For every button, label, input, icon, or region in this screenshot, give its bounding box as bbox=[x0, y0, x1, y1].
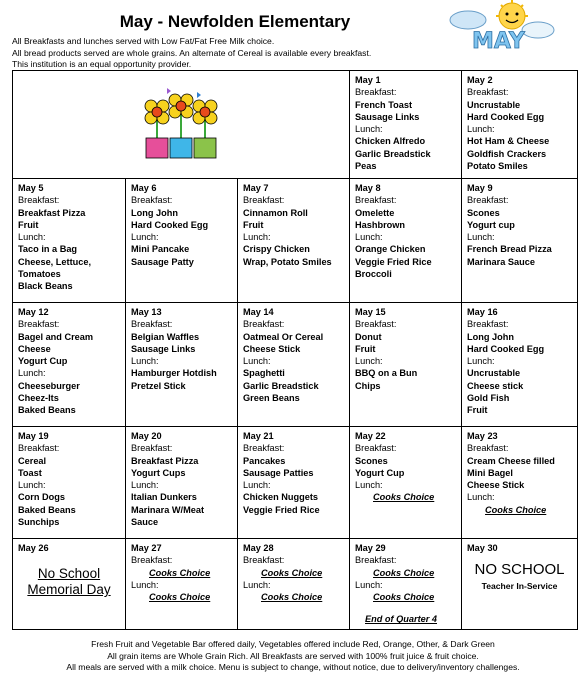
menu-item: Hot Ham & Cheese bbox=[467, 136, 550, 147]
menu-item: Wrap, Potato Smiles bbox=[243, 256, 332, 267]
menu-item: Cheeseburger bbox=[18, 380, 80, 391]
menu-item: Scones bbox=[467, 207, 500, 218]
may-sun-logo bbox=[440, 0, 560, 56]
menu-item: Oatmeal Or Cereal bbox=[243, 331, 324, 342]
holiday-note: No School Memorial Day bbox=[27, 566, 111, 598]
day-date: May 7 bbox=[243, 183, 269, 193]
cooks-choice: Cooks Choice bbox=[149, 592, 211, 603]
lunch-label: Lunch: bbox=[467, 124, 495, 135]
menu-item: Baked Beans bbox=[18, 504, 76, 515]
menu-item: Cheez-Its bbox=[18, 393, 59, 404]
day-cell-may-7 bbox=[238, 179, 350, 303]
day-cell-may-13 bbox=[126, 303, 238, 427]
menu-item: Scones bbox=[355, 455, 388, 466]
day-date: May 19 bbox=[18, 431, 49, 441]
day-date: May 30 bbox=[467, 543, 498, 553]
menu-item: BBQ on a Bun bbox=[355, 368, 418, 379]
menu-item: Mini Pancake bbox=[131, 244, 190, 255]
menu-item: Sausage Links bbox=[355, 111, 420, 122]
day-date: May 26 bbox=[18, 543, 49, 553]
menu-item: Cheese bbox=[18, 343, 51, 354]
day-cell-may-1 bbox=[350, 71, 462, 179]
day-date: May 14 bbox=[243, 307, 274, 317]
breakfast-label: Breakfast: bbox=[467, 319, 509, 330]
menu-item: Chicken Alfredo bbox=[355, 136, 426, 147]
day-date: May 13 bbox=[131, 307, 162, 317]
day-date: May 6 bbox=[131, 183, 157, 193]
menu-item: Fruit bbox=[243, 219, 264, 230]
lunch-label: Lunch: bbox=[18, 232, 46, 243]
day-cell-may-22 bbox=[350, 427, 462, 539]
flower-illustration-cell bbox=[13, 71, 350, 179]
breakfast-label: Breakfast: bbox=[355, 319, 397, 330]
day-date: May 2 bbox=[467, 75, 493, 85]
breakfast-label: Breakfast: bbox=[355, 195, 397, 206]
day-date: May 1 bbox=[355, 75, 381, 85]
menu-item: Baked Beans bbox=[18, 405, 76, 416]
day-date: May 9 bbox=[467, 183, 493, 193]
lunch-label: Lunch: bbox=[355, 356, 383, 367]
day-cell-may-21 bbox=[238, 427, 350, 539]
no-school-note: NO SCHOOL bbox=[474, 561, 565, 579]
menu-item: Belgian Waffles bbox=[131, 331, 200, 342]
menu-item: Pancakes bbox=[243, 455, 286, 466]
cooks-choice: Cooks Choice bbox=[373, 592, 435, 603]
breakfast-label: Breakfast: bbox=[355, 87, 397, 98]
day-cell-may-15 bbox=[350, 303, 462, 427]
menu-item: Garlic Breadstick bbox=[243, 380, 319, 391]
lunch-label: Lunch: bbox=[243, 232, 271, 243]
note-line: All Breakfasts and lunches served with Low Fat/Fat Free Milk choice. bbox=[12, 36, 275, 46]
note-line: All bread products served are whole grains. An alternate of Cereal is available every breakfast. bbox=[12, 47, 372, 58]
breakfast-label: Breakfast: bbox=[243, 195, 285, 206]
day-cell-may-9 bbox=[462, 179, 578, 303]
lunch-label: Lunch: bbox=[467, 232, 495, 243]
day-date: May 20 bbox=[131, 431, 162, 441]
breakfast-label: Breakfast: bbox=[467, 443, 509, 454]
lunch-label: Lunch: bbox=[131, 579, 159, 590]
day-date: May 28 bbox=[243, 543, 274, 553]
menu-item: Cheese Stick bbox=[467, 480, 525, 491]
menu-item: Taco in a Bag bbox=[18, 244, 78, 255]
lunch-label: Lunch: bbox=[355, 232, 383, 243]
svg-text:MAY: MAY bbox=[472, 29, 525, 54]
day-date: May 15 bbox=[355, 307, 386, 317]
menu-item: Crispy Chicken bbox=[243, 244, 310, 255]
menu-item: Hamburger Hotdish bbox=[131, 368, 217, 379]
lunch-label: Lunch: bbox=[131, 356, 159, 367]
menu-item: Veggie Fried Rice bbox=[355, 256, 432, 267]
breakfast-label: Breakfast: bbox=[243, 555, 285, 566]
menu-item: Fruit bbox=[355, 343, 376, 354]
day-date: May 29 bbox=[355, 543, 386, 553]
cooks-choice: Cooks Choice bbox=[261, 567, 323, 578]
menu-item: Uncrustable bbox=[467, 368, 521, 379]
day-date: May 21 bbox=[243, 431, 274, 441]
menu-item: Tomatoes bbox=[18, 269, 61, 280]
breakfast-label: Breakfast: bbox=[467, 195, 509, 206]
day-cell-may-6 bbox=[126, 179, 238, 303]
teacher-inservice-note: Teacher In-Service bbox=[481, 580, 558, 591]
lunch-label: Lunch: bbox=[131, 232, 159, 243]
menu-item: Green Beans bbox=[243, 393, 300, 404]
menu-item: Uncrustable bbox=[467, 99, 521, 110]
lunch-label: Lunch: bbox=[243, 579, 271, 590]
day-date: May 8 bbox=[355, 183, 381, 193]
menu-item: Peas bbox=[355, 161, 377, 172]
menu-item: Sunchips bbox=[18, 517, 60, 528]
menu-item: Marinara Sauce bbox=[467, 256, 535, 267]
footer-line: All grain items are Whole Grain Rich. All Breakfasts are served with 100% fruit juice & fruit choice. bbox=[107, 650, 479, 661]
menu-item: Sausage Patties bbox=[243, 467, 314, 478]
day-cell-may-20 bbox=[126, 427, 238, 539]
day-cell-may-5 bbox=[13, 179, 126, 303]
breakfast-label: Breakfast: bbox=[243, 443, 285, 454]
menu-item: Yogurt cup bbox=[467, 219, 515, 230]
footer-line: Fresh Fruit and Vegetable Bar offered daily, Vegetables offered include Red, Orange, Other, & Dark Green bbox=[91, 639, 495, 649]
menu-item: Chicken Nuggets bbox=[243, 492, 319, 503]
cooks-choice: Cooks Choice bbox=[149, 567, 211, 578]
menu-item: Hashbrown bbox=[355, 219, 406, 230]
day-cell-may-29 bbox=[350, 539, 462, 630]
menu-item: Omelette bbox=[355, 207, 395, 218]
menu-item: Cinnamon Roll bbox=[243, 207, 308, 218]
menu-item: Sausage Links bbox=[131, 343, 196, 354]
footer-line: All meals are served with a milk choice. Menu is subject to change, without notice, due to delivery/inventory challenges. bbox=[66, 662, 520, 672]
day-date: May 22 bbox=[355, 431, 386, 441]
day-cell-may-30 bbox=[462, 539, 578, 630]
menu-item: Sauce bbox=[131, 517, 159, 528]
menu-item: Yogurt Cups bbox=[131, 467, 186, 478]
menu-item: Yogurt Cup bbox=[355, 467, 405, 478]
menu-item: Goldfish Crackers bbox=[467, 148, 547, 159]
day-date: May 23 bbox=[467, 431, 498, 441]
menu-item: Toast bbox=[18, 467, 42, 478]
cooks-choice: Cooks Choice bbox=[373, 567, 435, 578]
menu-item: Yogurt Cup bbox=[18, 356, 68, 367]
cooks-choice: Cooks Choice bbox=[261, 592, 323, 603]
menu-item: Cheese Stick bbox=[243, 343, 301, 354]
day-cell-may-12 bbox=[13, 303, 126, 427]
day-date: May 16 bbox=[467, 307, 498, 317]
menu-item: Spaghetti bbox=[243, 368, 285, 379]
breakfast-label: Breakfast: bbox=[355, 443, 397, 454]
lunch-label: Lunch: bbox=[18, 368, 46, 379]
note-line: This institution is an equal opportunity provider. bbox=[12, 59, 192, 69]
menu-item: Long John bbox=[467, 331, 514, 342]
menu-item: Broccoli bbox=[355, 269, 392, 280]
menu-item: Garlic Breadstick bbox=[355, 148, 431, 159]
breakfast-label: Breakfast: bbox=[467, 87, 509, 98]
day-cell-may-8 bbox=[350, 179, 462, 303]
day-date: May 5 bbox=[18, 183, 44, 193]
lunch-label: Lunch: bbox=[467, 492, 495, 503]
menu-item: Long John bbox=[131, 207, 178, 218]
day-cell-may-2 bbox=[462, 71, 578, 179]
menu-item: Mini Bagel bbox=[467, 467, 513, 478]
day-cell-may-23 bbox=[462, 427, 578, 539]
breakfast-label: Breakfast: bbox=[18, 443, 60, 454]
breakfast-label: Breakfast: bbox=[355, 555, 397, 566]
lunch-label: Lunch: bbox=[243, 356, 271, 367]
menu-item: Hard Cooked Egg bbox=[131, 219, 209, 230]
menu-item: Black Beans bbox=[18, 281, 73, 292]
menu-item: Hard Cooked Egg bbox=[467, 111, 545, 122]
menu-item: Cheese stick bbox=[467, 380, 524, 391]
menu-item: Marinara W/Meat bbox=[131, 504, 205, 515]
menu-item: Orange Chicken bbox=[355, 244, 426, 255]
header-notes bbox=[12, 36, 371, 71]
cooks-choice: Cooks Choice bbox=[373, 492, 435, 503]
day-cell-may-14 bbox=[238, 303, 350, 427]
lunch-label: Lunch: bbox=[355, 579, 383, 590]
flower-pots-icon bbox=[141, 84, 221, 164]
menu-item: Cream Cheese filled bbox=[467, 455, 555, 466]
menu-item: Bagel and Cream bbox=[18, 331, 94, 342]
lunch-label: Lunch: bbox=[131, 480, 159, 491]
day-date: May 12 bbox=[18, 307, 49, 317]
menu-item: Donut bbox=[355, 331, 382, 342]
lunch-label: Lunch: bbox=[355, 124, 383, 135]
day-cell-may-28 bbox=[238, 539, 350, 630]
menu-item: Gold Fish bbox=[467, 393, 510, 404]
menu-item: French Bread Pizza bbox=[467, 244, 552, 255]
menu-item: Fruit bbox=[18, 219, 39, 230]
menu-item: Cheese, Lettuce, bbox=[18, 256, 92, 267]
day-cell-may-16 bbox=[462, 303, 578, 427]
menu-item: Fruit bbox=[467, 405, 488, 416]
breakfast-label: Breakfast: bbox=[131, 443, 173, 454]
menu-item: Hard Cooked Egg bbox=[467, 343, 545, 354]
cooks-choice: Cooks Choice bbox=[485, 504, 547, 515]
menu-item: Veggie Fried Rice bbox=[243, 504, 320, 515]
breakfast-label: Breakfast: bbox=[131, 195, 173, 206]
end-of-quarter-note: End of Quarter 4 bbox=[365, 614, 437, 625]
breakfast-label: Breakfast: bbox=[131, 319, 173, 330]
lunch-label: Lunch: bbox=[18, 480, 46, 491]
menu-item: Italian Dunkers bbox=[131, 492, 197, 503]
footer-notes bbox=[0, 639, 586, 674]
menu-item: Sausage Patty bbox=[131, 256, 194, 267]
day-cell-may-27 bbox=[126, 539, 238, 630]
lunch-label: Lunch: bbox=[355, 480, 383, 491]
menu-item: Pretzel Stick bbox=[131, 380, 186, 391]
breakfast-label: Breakfast: bbox=[243, 319, 285, 330]
menu-item: Breakfast Pizza bbox=[18, 207, 86, 218]
lunch-label: Lunch: bbox=[243, 480, 271, 491]
menu-item: Potato Smiles bbox=[467, 161, 528, 172]
day-date: May 27 bbox=[131, 543, 162, 553]
breakfast-label: Breakfast: bbox=[18, 319, 60, 330]
breakfast-label: Breakfast: bbox=[131, 555, 173, 566]
menu-item: French Toast bbox=[355, 99, 413, 110]
menu-calendar bbox=[12, 70, 578, 630]
day-cell-may-19 bbox=[13, 427, 126, 539]
menu-item: Cereal bbox=[18, 455, 47, 466]
menu-item: Corn Dogs bbox=[18, 492, 65, 503]
page-title: May - Newfolden Elementary bbox=[119, 12, 351, 31]
menu-item: Breakfast Pizza bbox=[131, 455, 199, 466]
lunch-label: Lunch: bbox=[467, 356, 495, 367]
day-cell-may-26 bbox=[13, 539, 126, 630]
breakfast-label: Breakfast: bbox=[18, 195, 60, 206]
menu-item: Chips bbox=[355, 380, 381, 391]
